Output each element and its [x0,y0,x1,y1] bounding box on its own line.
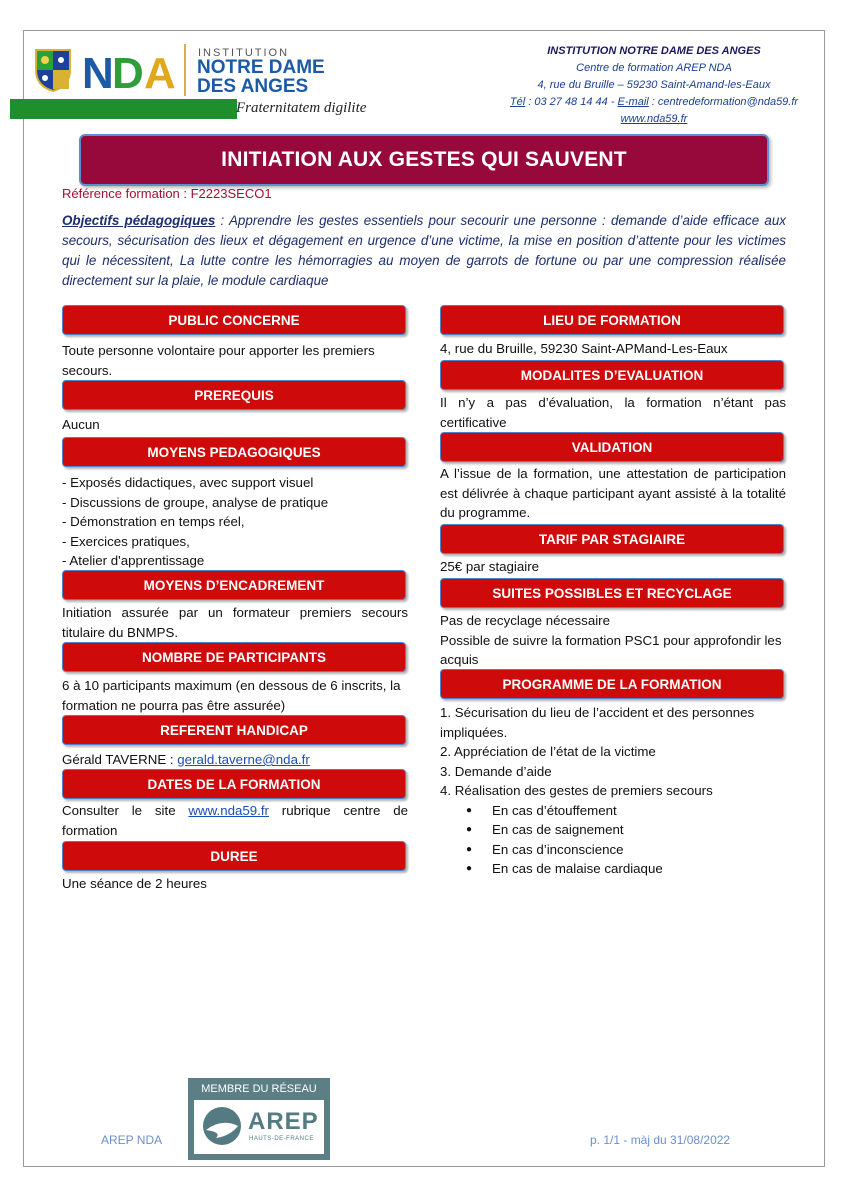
section-title: PROGRAMME DE LA FORMATION [502,676,722,692]
email-value: : centredeformation@nda59.fr [648,96,799,108]
section-title: TARIF PAR STAGIAIRE [538,531,686,547]
page-title: INITIATION AUX GESTES QUI SAUVENT [221,148,627,171]
bullet-item: ● En cas d’inconscience [492,840,786,860]
list-item: 4. Réalisation des gestes de premiers secours [440,783,713,798]
org-center: Centre de formation AREP NDA [576,62,732,74]
programme-list [440,703,786,879]
dates-text-after: rubrique centre de formation [62,803,408,838]
svg-text:A: A [144,49,174,94]
suites-text [440,611,786,670]
org-contact [504,94,804,111]
website-link[interactable]: www.nda59.fr [620,113,688,125]
section-prerequis [62,380,406,410]
list-item: - Exercices pratiques, [62,533,190,549]
validation-text: A l’issue de la formation, une attestation de participation est délivrée à chaque participant ayant assisté à la totalité du programme. [440,466,786,520]
tarif-text: 25€ par stagiaire [440,559,540,574]
section-title: MODALITES D’EVALUATION [520,367,704,383]
suites-line: Pas de recyclage nécessaire [440,613,610,628]
section-public [62,305,406,335]
programme-bullets [440,801,786,879]
section-validation [440,432,784,462]
section-lieu [440,305,784,335]
nda-logo [82,48,182,94]
reference: Référence formation : F2223SECO1 [62,186,272,201]
objectives [62,211,786,291]
arep-logo-word: AREP [248,1108,319,1135]
section-title: LIEU DE FORMATION [543,312,681,328]
section-title: MOYENS PEDAGOGIQUES [147,444,321,460]
dates-text [62,801,408,840]
section-duree [62,841,406,871]
section-title: DUREE [210,848,258,864]
section-programme [440,669,784,699]
website-link[interactable]: www.nda59.fr [188,803,269,818]
section-title: PREREQUIS [194,387,274,403]
email-label: E-mail [617,96,649,108]
logo-divider [184,44,186,96]
section-participants [62,642,406,672]
section-title: DATES DE LA FORMATION [147,776,321,792]
tel-value: : 03 27 48 14 44 - [525,96,618,108]
handicap-name: Gérald TAVERNE : [62,752,178,767]
public-text: Toute personne volontaire pour apporter les premiers secours. [62,343,375,378]
svg-text:D: D [112,49,142,94]
list-item: 1. Sécurisation du lieu de l’accident et des personnes impliquées. [440,705,755,740]
encadrement-text: Initiation assurée par un formateur premiers secours titulaire du BNMPS. [62,605,408,640]
list-item: 2. Appréciation de l’état de la victime [440,744,656,759]
list-item: 3. Demande d’aide [440,763,552,779]
section-suites [440,578,784,608]
handicap-text [62,750,408,770]
objectives-label: Objectifs pédagogiques [62,213,216,228]
arep-logo-sub: HAUTS-DE-FRANCE [249,1136,314,1142]
org-name: INSTITUTION NOTRE DAME DES ANGES [547,45,761,57]
dates-text-before: Consulter le site [62,803,189,818]
list-item: - Discussions de groupe, analyse de pratique [62,494,329,510]
section-title: VALIDATION [571,439,653,455]
coat-of-arms-icon [34,48,72,92]
list-item: - Démonstration en temps réel, [62,514,245,529]
lieu-text: 4, rue du Bruille, 59230 Saint-APMand-Les-Eaux [440,341,728,356]
participants-text: 6 à 10 participants maximum (en dessous de 6 inscrits, la formation ne pourra pas être assurée) [62,678,401,713]
section-evaluation [440,360,784,390]
section-dates [62,769,406,799]
institution-name [197,58,377,96]
org-address: 4, rue du Bruille – 59230 Saint-Amand-les-Eaux [537,79,771,91]
footer-right: p. 1/1 - màj du 31/08/2022 [590,1133,731,1147]
institution-name-line2: DES ANGES [197,76,309,97]
list-item: - Atelier d'apprentissage [62,553,205,568]
moyens-pedagogiques-list [62,473,408,571]
list-item: - Exposés didactiques, avec support visuel [62,475,314,490]
prerequis-text: Aucun [62,417,100,432]
section-title: PUBLIC CONCERNE [168,312,300,328]
green-banner [10,99,237,119]
section-title: MOYENS D’ENCADREMENT [143,577,325,593]
duree-text: Une séance de 2 heures [62,876,207,891]
section-title: NOMBRE DE PARTICIPANTS [141,649,326,665]
tel-label: Tél [509,96,526,108]
handicap-email-link[interactable]: gerald.taverne@nda.fr [177,752,310,767]
section-title: REFERENT HANDICAP [160,722,308,738]
institution-label: INSTITUTION [198,47,290,59]
section-encadrement [62,570,406,600]
footer-left: AREP NDA [101,1133,163,1147]
motto: Fraternitatem digilite [236,100,367,116]
section-tarif [440,524,784,554]
arep-circle-icon [202,1106,242,1146]
objectives-text: : Apprendre les gestes essentiels pour secourir une personne : demande d’aide efficace aux secours, sécurisation des lieux et dégagement en urgence d’une victime, la mise en position d’attente pour les victimes qui le nécessitent, La lutte contre les hémorragies au moyen de garrots de fortune ou par une compression réalisée directement sur la plaie, le module cardiaque [62,213,786,288]
arep-badge [188,1078,330,1160]
suites-line: Possible de suivre la formation PSC1 pour approfondir les acquis [440,632,782,667]
evaluation-text: Il n’y a pas d’évaluation, la formation n’étant pas certificative [440,395,786,430]
bullet-item: ● En cas de malaise cardiaque [492,859,786,879]
arep-badge-top: MEMBRE DU RÉSEAU [201,1083,317,1095]
section-title: SUITES POSSIBLES ET RECYCLAGE [492,585,732,601]
institution-name-line1: NOTRE DAME [197,57,325,78]
organization-block [504,43,804,128]
title-banner [79,134,769,186]
svg-text:N: N [82,49,112,94]
section-handicap [62,715,406,745]
section-moyens-pedagogiques [62,437,406,467]
arep-badge-body [194,1100,324,1154]
bullet-item: ● En cas de saignement [492,820,786,840]
bullet-item: ● En cas d’étouffement [492,801,786,821]
